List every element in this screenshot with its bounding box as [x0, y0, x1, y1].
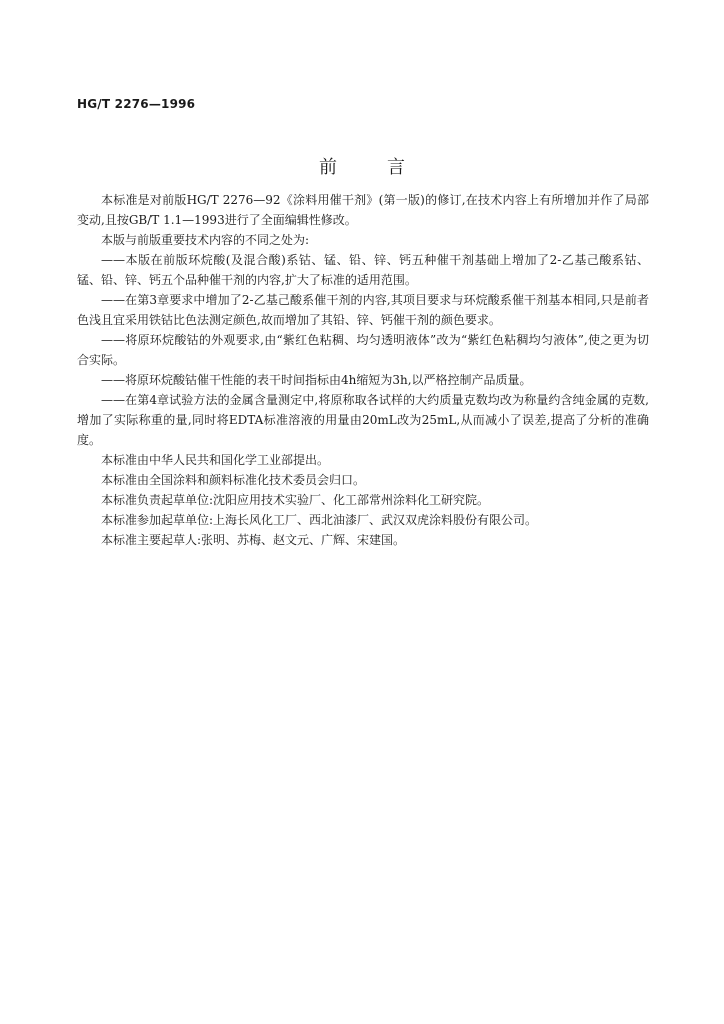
paragraph-proposer: 本标准由中华人民共和国化学工业部提出。	[101, 453, 330, 467]
foreword-body	[77, 190, 649, 550]
paragraph-difference-4: ——将原环烷酸钴催干性能的表干时间指标由4h缩短为3h,以严格控制产品质量。	[101, 373, 532, 387]
paragraph-difference-2: ——在第3章要求中增加了2-乙基己酸系催干剂的内容,其项目要求与环烷酸系催干剂基本相同,只是前者色浅且宜采用铁钴比色法测定颜色,故而增加了其铅、锌、钙催干剂的颜色要求。	[77, 293, 649, 327]
standard-number: HG/T 2276—1996	[77, 97, 196, 111]
paragraph-revision-note: 本标准是对前版HG/T 2276—92《涂料用催干剂》(第一版)的修订,在技术内容上有所增加并作了局部变动,且按GB/T 1.1—1993进行了全面编辑性修改。	[77, 193, 649, 227]
paragraph-main-drafters: 本标准主要起草人:张明、苏梅、赵文元、广辉、宋建国。	[101, 533, 406, 547]
paragraph-difference-5: ——在第4章试验方法的金属含量测定中,将原称取各试样的大约质量克数均改为称量约含纯金属的克数,增加了实际称重的量,同时将EDTA标准溶液的用量由20mL改为25mL,从而减小了误差,提高了分析的准确度。	[77, 393, 649, 447]
paragraph-responsible-drafters: 本标准负责起草单位:沈阳应用技术实验厂、化工部常州涂料化工研究院。	[101, 493, 490, 507]
page-title: 前言	[319, 157, 455, 178]
paragraph-differences-intro: 本版与前版重要技术内容的不同之处为:	[101, 233, 310, 247]
paragraph-administrator: 本标准由全国涂料和颜料标准化技术委员会归口。	[101, 473, 366, 487]
paragraph-difference-1: ——本版在前版环烷酸(及混合酸)系钴、锰、铅、锌、钙五种催干剂基础上增加了2-乙基己酸系钴、锰、铅、锌、钙五个品种催干剂的内容,扩大了标准的适用范围。	[77, 253, 649, 287]
paragraph-difference-3: ——将原环烷酸钴的外观要求,由“紫红色粘稠、均匀透明液体”改为“紫红色粘稠均匀液体”,使之更为切合实际。	[77, 333, 649, 367]
paragraph-participating-drafters: 本标准参加起草单位:上海长风化工厂、西北油漆厂、武汉双虎涂料股份有限公司。	[101, 513, 538, 527]
